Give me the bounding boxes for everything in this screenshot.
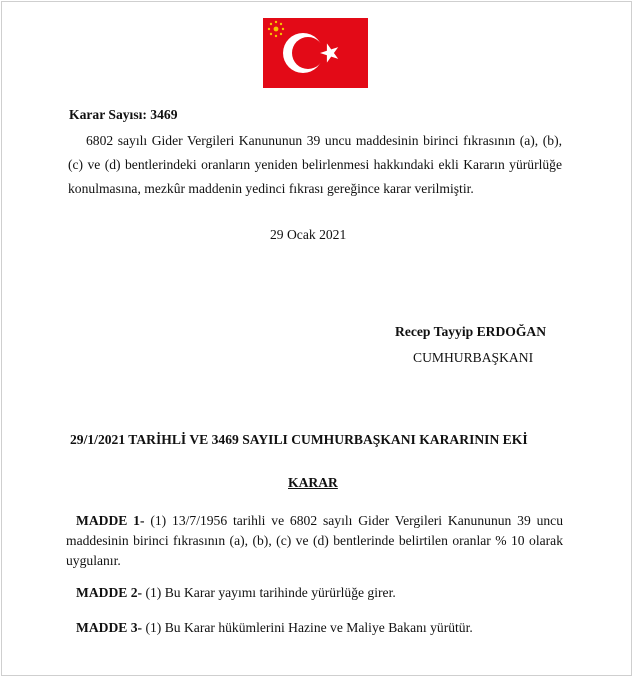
article-1-line-1: [76, 511, 563, 530]
article-3-text: (1) Bu Karar hükümlerini Hazine ve Maliye Bakanı yürütür.: [142, 620, 473, 635]
article-1-line-2: maddesinin birinci fıkrasının (a), (b), (c) ve (d) bentlerinde belirtilen oranlar % 10 olarak: [66, 533, 563, 548]
article-2-label: MADDE 2-: [76, 585, 143, 600]
article-1-text: (1) 13/7/1956 tarihli ve 6802 sayılı Gider Vergileri Kanununun 39 uncu: [144, 513, 564, 528]
article-2: [76, 583, 396, 602]
intro-line-2: (c) ve (d) bentlerindeki oranların yeniden belirlenmesi hakkındaki ekli Kararın yürürlüğe: [68, 157, 562, 172]
article-3: [76, 618, 473, 637]
signatory-title: CUMHURBAŞKANI: [413, 350, 534, 365]
article-2-text: (1) Bu Karar yayımı tarihinde yürürlüğe girer.: [142, 585, 396, 600]
intro-line-1: 6802 sayılı Gider Vergileri Kanununun 39 uncu maddesinin birinci fıkrasının (a), (b),: [86, 133, 562, 148]
decision-number: Karar Sayısı: 3469: [69, 107, 178, 122]
article-3-label: MADDE 3-: [76, 620, 143, 635]
turkish-flag-seal: [263, 18, 368, 88]
article-1-line-3: uygulanır.: [66, 553, 121, 568]
karar-title: KARAR: [288, 475, 338, 490]
decision-date: 29 Ocak 2021: [270, 227, 347, 242]
article-1-label: MADDE 1-: [76, 513, 145, 528]
intro-line-3: konulmasına, mezkûr maddenin yedinci fıkrası gereğince karar verilmiştir.: [68, 181, 474, 196]
annex-heading: 29/1/2021 TARİHLİ VE 3469 SAYILI CUMHURBAŞKANI KARARININ EKİ: [70, 432, 528, 447]
signatory-name: Recep Tayyip ERDOĞAN: [395, 324, 547, 339]
